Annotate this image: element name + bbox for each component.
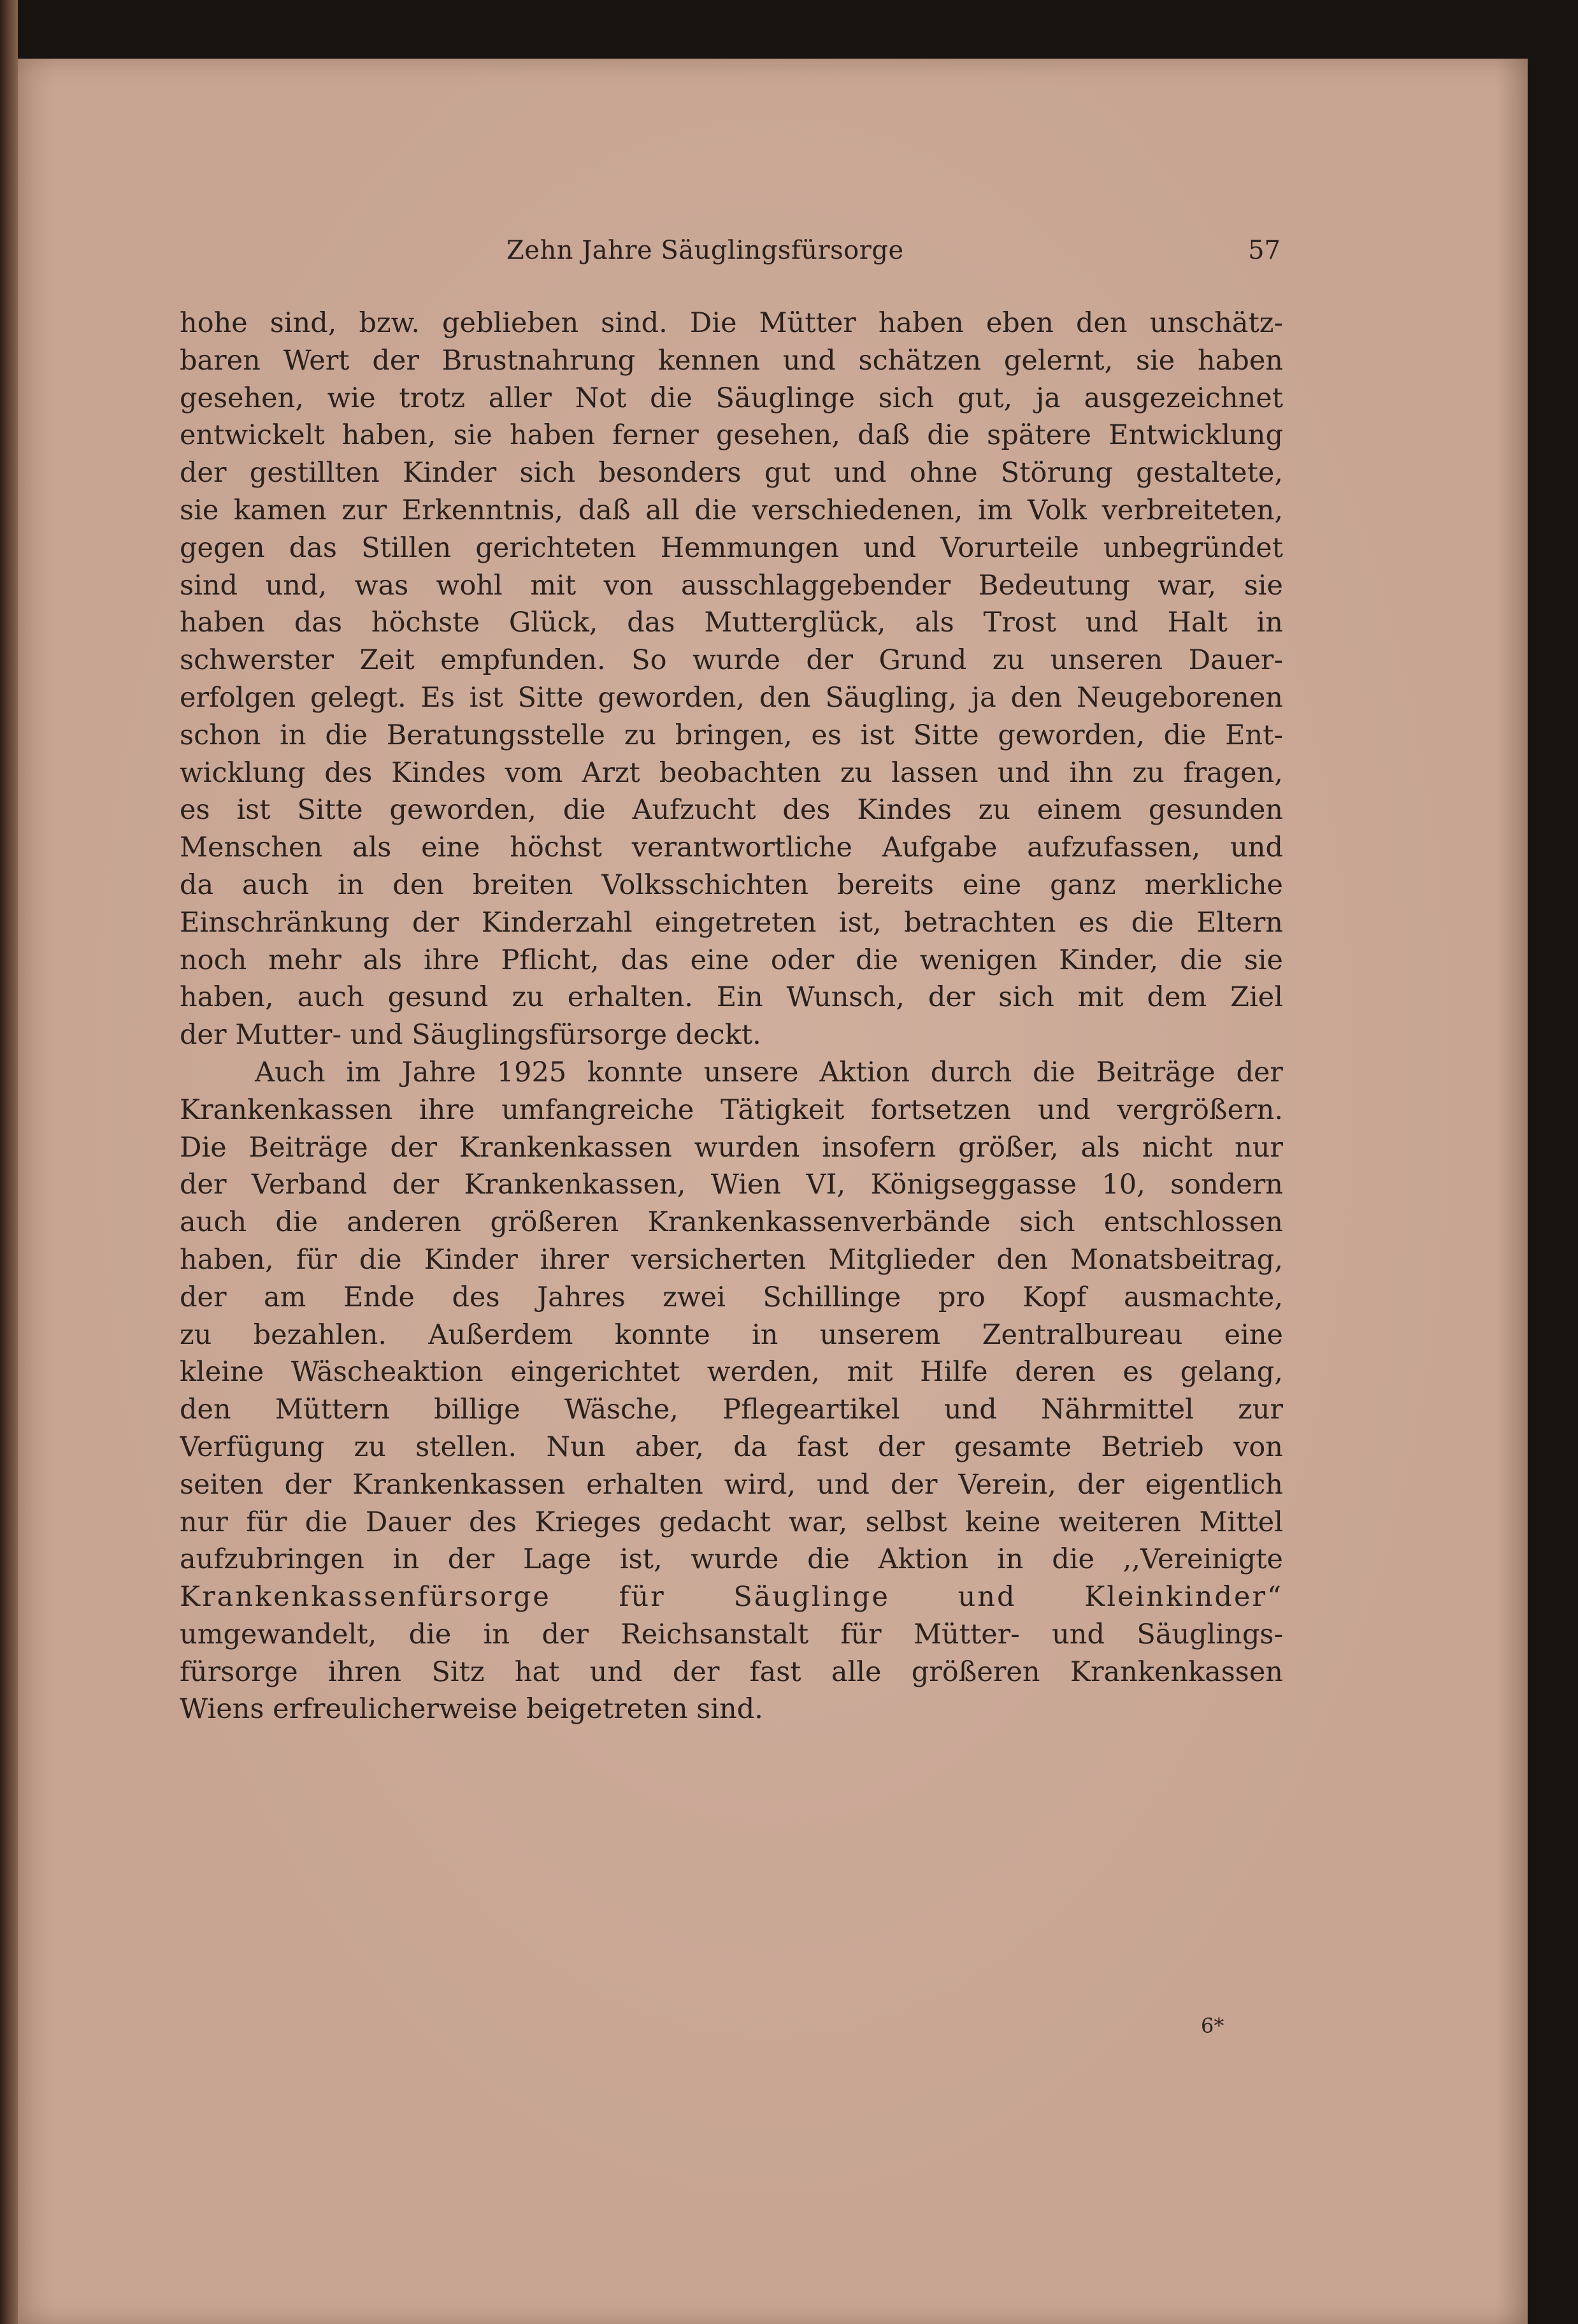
text-line: schwerster Zeit empfunden. So wurde der Grund zu unseren Dauer- [180, 644, 1283, 677]
text-line: aufzubringen in der Lage ist, wurde die Aktion in die ,,Vereinigte [180, 1543, 1283, 1576]
text-line: zu bezahlen. Außerdem konnte in unserem Zentralbureau eine [180, 1318, 1283, 1351]
text-line: gegen das Stillen gerichteten Hemmungen und Vorurteile unbegründet [180, 531, 1283, 564]
text-line: der Verband der Krankenkassen, Wien VI, Königseggasse 10, sondern [180, 1169, 1283, 1201]
text-line: haben, auch gesund zu erhalten. Ein Wunsch, der sich mit dem Ziel [180, 981, 1283, 1014]
text-line: hohe sind, bzw. geblieben sind. Die Mütter haben eben den unschätz- [180, 307, 1283, 339]
text-line: nur für die Dauer des Krieges gedacht war, selbst keine weiteren Mittel [180, 1506, 1283, 1538]
text-line: Einschränkung der Kinderzahl eingetreten ist, betrachten es die Eltern [180, 906, 1283, 939]
text-line: baren Wert der Brustnahrung kennen und schätzen gelernt, sie haben [180, 344, 1283, 377]
text-line: da auch in den breiten Volksschichten bereits eine ganz merkliche [180, 869, 1283, 901]
text-line: auch die anderen größeren Krankenkassenverbände sich entschlossen [180, 1206, 1283, 1239]
text-line: der am Ende des Jahres zwei Schillinge pro Kopf ausmachte, [180, 1281, 1283, 1313]
paragraph-start-line: Auch im Jahre 1925 konnte unsere Aktion durch die Beiträge der [255, 1056, 1283, 1088]
page-number: 57 [1248, 236, 1280, 265]
text-line: wicklung des Kindes vom Arzt beobachten zu lassen und ihn zu fragen, [180, 756, 1283, 789]
text-line: haben das höchste Glück, das Mutterglück, als Trost und Halt in [180, 607, 1283, 639]
text-line: erfolgen gelegt. Es ist Sitte geworden, den Säugling, ja den Neugeborenen [180, 681, 1283, 714]
text-line: es ist Sitte geworden, die Aufzucht des Kindes zu einem gesunden [180, 794, 1283, 826]
text-line: Menschen als eine höchst verantwortliche Aufgabe aufzufassen, und [180, 832, 1283, 864]
paragraph-end-line: der Mutter- und Säuglingsfürsorge deckt. [180, 1019, 761, 1051]
body-text [180, 305, 1283, 1728]
text-line: haben, für die Kinder ihrer versicherten Mitglieder den Monatsbeitrag, [180, 1243, 1283, 1276]
text-line: Die Beiträge der Krankenkassen wurden insofern größer, als nicht nur [180, 1131, 1283, 1164]
text-line: seiten der Krankenkassen erhalten wird, und der Verein, der eigentlich [180, 1468, 1283, 1501]
text-line: sie kamen zur Erkenntnis, daß all die verschiedenen, im Volk verbreiteten, [180, 494, 1283, 526]
signature-mark: 6* [1201, 2014, 1224, 2038]
text-line: Krankenkassen ihre umfangreiche Tätigkeit fortsetzen und vergrößern. [180, 1093, 1283, 1126]
running-head-title: Zehn Jahre Säuglingsfürsorge [506, 236, 904, 265]
book-binding-edge [0, 0, 18, 2324]
text-line: entwickelt haben, sie haben ferner gesehen, daß die spätere Entwicklung [180, 419, 1283, 452]
text-line: gesehen, wie trotz aller Not die Säuglinge sich gut, ja ausgezeichnet [180, 382, 1283, 414]
text-line: noch mehr als ihre Pflicht, das eine oder die wenigen Kinder, die sie [180, 944, 1283, 976]
text-line-spaced: Krankenkassenfürsorge für Säuglinge und Kleinkinder“ [180, 1581, 1283, 1613]
text-line: schon in die Beratungsstelle zu bringen, es ist Sitte geworden, die Ent- [180, 719, 1283, 751]
text-line: fürsorge ihren Sitz hat und der fast alle größeren Krankenkassen [180, 1656, 1283, 1688]
text-line: den Müttern billige Wäsche, Pflegeartikel und Nährmittel zur [180, 1394, 1283, 1426]
text-line: der gestillten Kinder sich besonders gut und ohne Störung gestaltete, [180, 457, 1283, 489]
text-line: umgewandelt, die in der Reichsanstalt für Mütter- und Säuglings- [180, 1618, 1283, 1650]
text-line: sind und, was wohl mit von ausschlaggebender Bedeutung war, sie [180, 569, 1283, 602]
text-line: Verfügung zu stellen. Nun aber, da fast der gesamte Betrieb von [180, 1431, 1283, 1463]
text-line: kleine Wäscheaktion eingerichtet werden, mit Hilfe deren es gelang, [180, 1356, 1283, 1389]
paragraph-end-line: Wiens erfreulicherweise beigetreten sind. [180, 1693, 763, 1726]
